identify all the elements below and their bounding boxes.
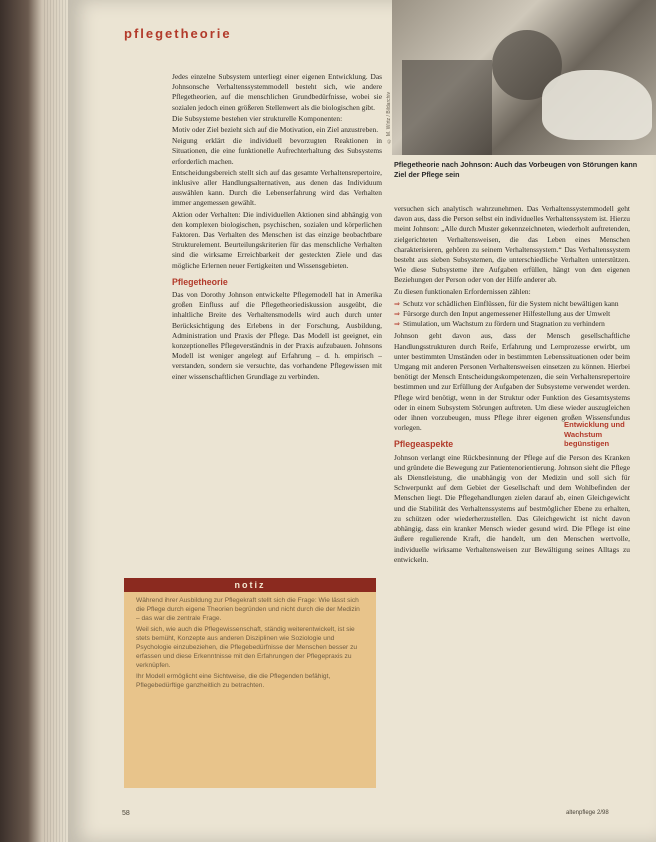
paragraph: Aktion oder Verhalten: Die individuellen Aktionen sind abhängig von den komplexen biologischen, psychischen, sozialen und körperlichen Faktoren. Das Verhalten des Menschen ist das einzige beobachtbare Strukturelement. Beurteilungskriterien für das menschliche Verhalten sind die wirksame Erreichbarkeit der gesteckten Ziele und das mögliche Erlernen neuer Fertigkeiten und Wissensgebieten. (172, 209, 382, 270)
nursing-photo (392, 0, 656, 155)
paragraph: Johnson verlangt eine Rückbesinnung der Pflege auf die Person des Kranken und gründete die Bewegung zur Patientenorientierung. Johnson sieht die Pflege als Dienstleistung, die unabhängig von der Medizin und soll sich für Schwerpunkt auf dem Gebiet der Gesellschaft und dem Wohlbefinden der Menschen liegt. Die Pflegehandlungen zielen darauf ab, einen Gleichgewicht und die Stabilität des Verhaltenssystems auf bestmöglicher Ebene zu erhalten, zu schützen oder wiederherzustellen. Das Gleichgewicht ist nicht davon abhängig, dass ein kranker Mensch wieder gesund wird. Die Pflege ist eine äußere regulierende Kraft, die handelt, um den Menschen wertvolle, individuelle wirksame Verhaltensweisen zur Bewältigung seines Alltags zu entwickeln. (394, 452, 630, 564)
list-item: ⇒ Schutz vor schädlichen Einflüssen, für die System nicht bewältigen kann (394, 299, 630, 309)
notiz-paragraph: Weil sich, wie auch die Pflegewissenschaft, ständig weiterentwickelt, ist sie stets bemüht, Konzepte aus anderen Disziplinen wie Soziologie und Psychologie einzubeziehen, die Pflegebedürfnisse der Menschen besser zu erfassen und diese Erkenntnisse mit den Erfahrungen der Pflegepraxis zu verknüpfen. (136, 626, 358, 669)
subheading-pflegetheorie: Pflegetheorie (172, 276, 228, 287)
photo-credit: © M. Wirtz / Bildarchiv (386, 92, 392, 144)
paragraph: Motiv oder Ziel bezieht sich auf die Motivation, ein Ziel anzustreben. (172, 125, 379, 135)
paragraph: Das von Dorothy Johnson entwickelte Pflegemodell hat in Amerika großen Einfluss auf die Pflegetheoriediskussion ausgeübt, die inhaltliche Breite des Verhaltensmodells wird auch durch unter Berücksichtigung des Erlebens in der Forschung, Ausbildung, Administration und Praxis der Pflege. Das Modell ist geeignet, ein konzeptionelles Pflegeverständnis in der Praxis aufzubauen. Johnsons Modell ist weniger angelegt auf Erfahrung – d. h. empirisch – verstanden, sondern sie versuchte, das vorhandene Pflegewissen mit einer wissenschaftlichen Grundlage zu verbinden. (172, 290, 382, 381)
photo-caption: Pflegetheorie nach Johnson: Auch das Vorbeugen von Störungen kann Ziel der Pflege sein (394, 160, 638, 179)
list-item: ⇒ Stimulation, um Wachstum zu fördern und Stagnation zu verhindern (394, 319, 630, 329)
notiz-paragraph: Während ihrer Ausbildung zur Pflegekraft stellt sich die Frage: Wie lässt sich die Pflege durch eigene Theorien begründen und nicht durch die der Medizin – das war die zentrale Frage. (136, 597, 360, 622)
page-edges (44, 0, 68, 842)
left-column (172, 72, 382, 383)
paragraph: Die Subsysteme bestehen vier strukturelle Komponenten: (172, 113, 343, 123)
subheading-pflegeaspekte: Pflegeaspekte (394, 439, 454, 450)
notiz-paragraph: Ihr Modell ermöglicht eine Sichtweise, die die Pflegenden befähigt, Pflegebedürftige ganzheitlich zu betrachten. (136, 673, 331, 689)
page-footer: altenpflege 2/98 (566, 810, 609, 816)
paragraph: Neigung erklärt die individuell bevorzugten Reaktionen in Situationen, die eine funktionelle Aufrechterhaltung des Subsystems erforderlich machen. (172, 136, 382, 166)
margin-note: Entwicklung und Wachstum begünstigen (564, 420, 625, 448)
page-number: 58 (122, 810, 130, 817)
paragraph: versuchen sich analytisch wahrzunehmen. Das Verhaltenssystemmodell geht davon aus, dass die Person selbst ein individuelles Verhaltenssystem ist. Hierzu meint Johnson: „Alle durch Muster gekennzeichneten, wiederholt auftretenden, zielgerichteten Verhaltensweisen, die das Leben eines Menschen charakterisieren, gehören zu seinem Verhaltenssystem.“ Das Verhaltenssystem besteht aus sieben Subsystemen, die unterschiedliche Verhalten unterstützen. Wie diese Subsysteme ihre Aufgaben erfüllen, hängt von den eigenen Beziehungen der Person oder von der Hilfe anderer ab. (394, 204, 630, 285)
paragraph: Entscheidungsbereich stellt sich auf das gesamte Verhaltensrepertoire, inklusive aller Handlungsalternativen, aus denen das Individuum auswählen kann. Durch die Lebenserfahrung wird das Verhalten immer angemessen gewählt. (172, 167, 382, 208)
notiz-box (124, 578, 376, 788)
right-column (394, 204, 630, 566)
paragraph: Zu diesen funktionalen Erfordernissen zählen: (394, 286, 531, 296)
paragraph: Johnson geht davon aus, dass der Mensch gesellschaftliche Handlungsstrukturen durch Reife, Erfahrung und Lernprozesse erwirbt, um unter bestimmten Umständen oder in bestimmten Lebenssituationen oder beim Umgang mit anderen Personen Verhaltensweisen einsetzen zu können. Hierbei benötigt der Mensch Entscheidungskompetenzen, die sein Verhaltensrepertoire bestimmen und zur Erfüllung der Aufgaben der Subsysteme verwendet werden. Pflege wird benötigt, wenn in der Struktur oder Funktion des Gesamtsystems oder in einem Subsystem Störungen auftreten. Um diese wieder auszugleichen oder ihnen vorzubeugen, muss Pflege ihrer eigenen großen Wissensfundus vorlegen. (394, 331, 630, 433)
section-title: pflegetheorie (124, 26, 232, 41)
notiz-title: notiz (124, 578, 376, 592)
paragraph: Jedes einzelne Subsystem unterliegt einer eigenen Entwicklung. Das Johnsonsche Verhaltenssystemmodell besteht sich, wie andere Pflegetheorien, auf die menschlichen Grundbedürfnisse, wobei sie sozialen jedoch einen größeren Stellenwert als die biologischen gibt. (172, 72, 382, 112)
requirements-list (394, 299, 630, 330)
list-item: ⇒ Fürsorge durch den Input angemessener Hilfestellung aus der Umwelt (394, 309, 630, 319)
notiz-body (124, 592, 376, 696)
